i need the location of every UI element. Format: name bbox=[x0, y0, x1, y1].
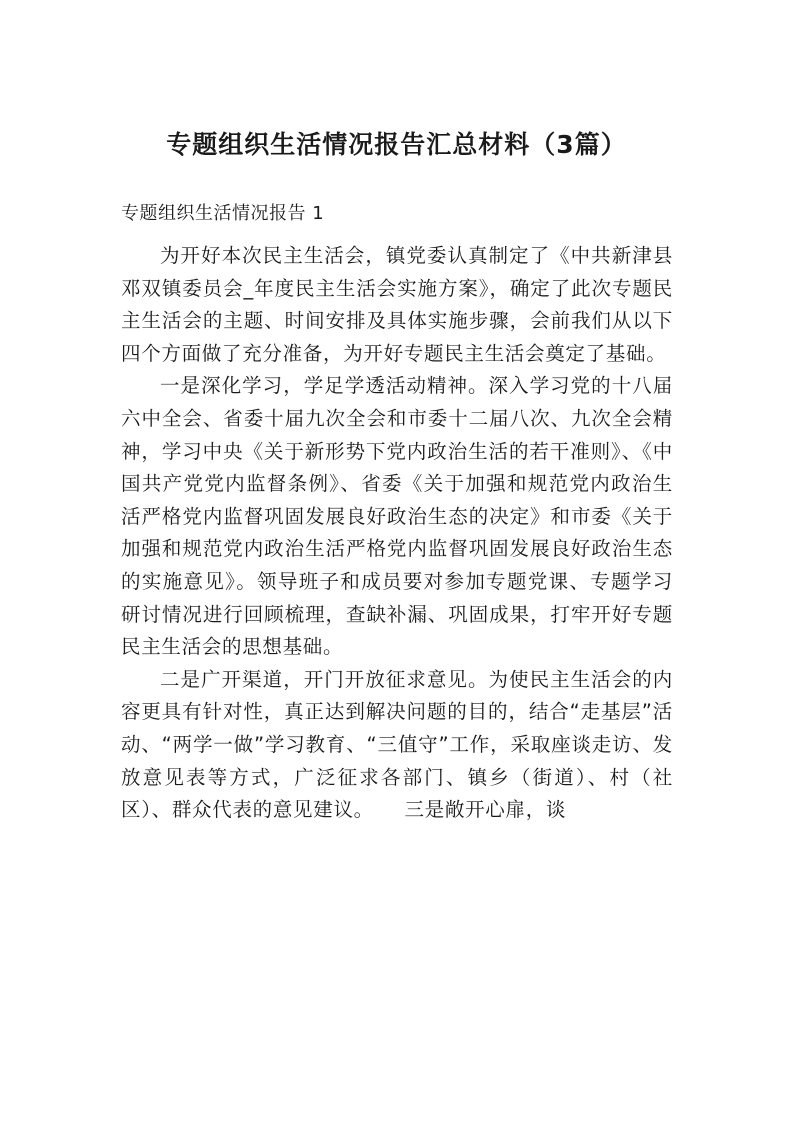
document-title: 专题组织生活情况报告汇总材料（3篇） bbox=[166, 130, 627, 159]
paragraph: 一是深化学习，学足学透活动精神。深入学习党的十八届六中全会、省委十届九次全会和市委十二届八次、九次全会精神，学习中央《关于新形势下党内政治生活的若干准则》、《中国共产党党内监督条例》、省委《关于加强和规范党内政治生活严格党内监督巩固发展良好政治生态的决定》和市委《关于加强和规范党内政治生活严格党内监督巩固发展良好政治生态的实施意见》。领导班子和成员要对参加专题党课、专题学习研讨情况进行回顾梳理，查缺补漏、巩固成果，打牢开好专题民主生活会的思想基础。 bbox=[121, 374, 673, 659]
document-body bbox=[121, 240, 673, 827]
paragraph: 二是广开渠道，开门开放征求意见。为使民主生活会的内容更具有针对性，真正达到解决问题的目的，结合“走基层”活动、“两学一做”学习教育、“三值守”工作，采取座谈走访、发放意见表等方式，广泛征求各部门、镇乡（街道）、村（社区）、群众代表的意见建议。 三是敞开心扉，谈 bbox=[121, 667, 673, 822]
paragraph: 为开好本次民主生活会，镇党委认真制定了《中共新津县邓双镇委员会_年度民主生活会实施方案》，确定了此次专题民主生活会的主题、时间安排及具体实施步骤，会前我们从以下四个方面做了充分准备，为开好专题民主生活会奠定了基础。 bbox=[121, 244, 673, 365]
section-heading: 专题组织生活情况报告 1 bbox=[121, 203, 325, 224]
